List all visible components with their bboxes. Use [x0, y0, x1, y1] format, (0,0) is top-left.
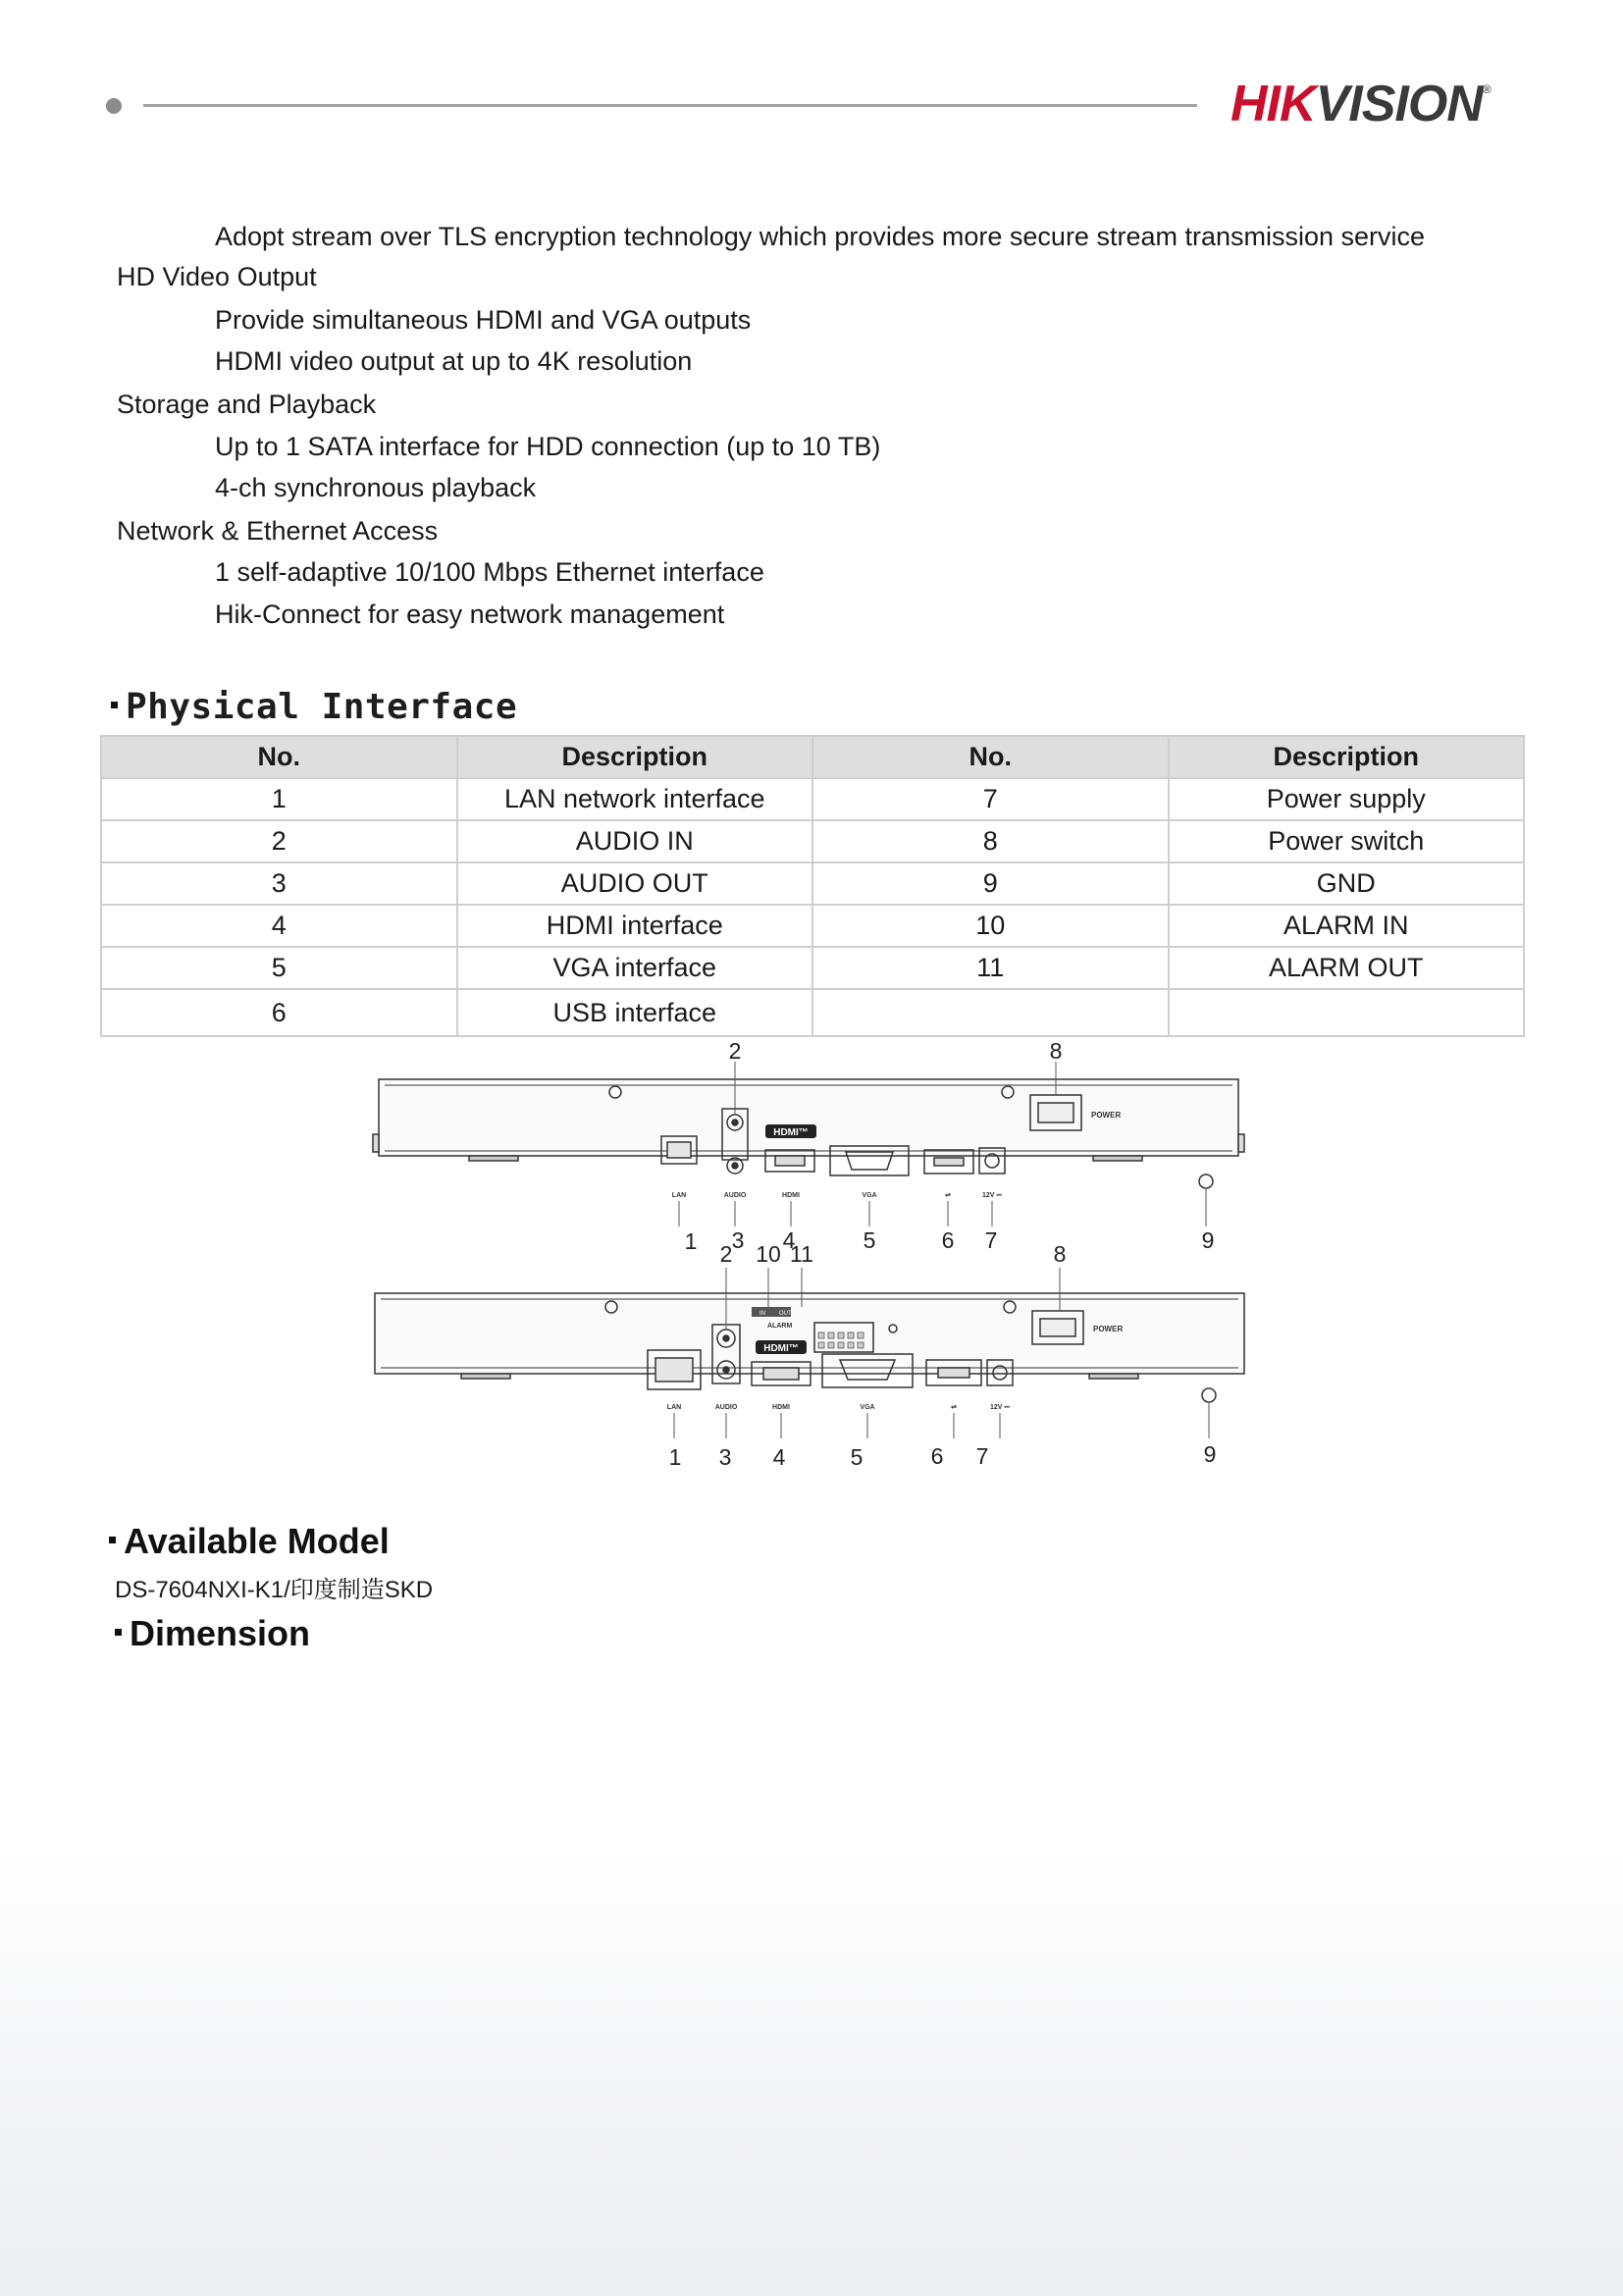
table-row	[101, 947, 1524, 989]
table-cell: 3	[101, 862, 457, 905]
alarm-in-label: IN	[759, 1311, 765, 1317]
table-header-row	[101, 736, 1524, 778]
rubber-foot	[469, 1156, 518, 1161]
section-bullet	[109, 1537, 116, 1543]
rear-panel-top	[373, 1040, 1244, 1254]
table-row	[101, 989, 1524, 1036]
callout-3-top: 3	[731, 1227, 745, 1253]
callout-5-top: 5	[863, 1227, 876, 1253]
feature-heading-network: Network & Ethernet Access	[117, 516, 439, 546]
side-tab	[1238, 1134, 1244, 1152]
hikvision-logo: HIKVISION®	[1230, 76, 1491, 132]
table-cell: 10	[812, 905, 1169, 947]
feature-hik-connect: Hik-Connect for easy network management	[215, 600, 725, 629]
hdmi-logo-text: HDMI™	[773, 1127, 809, 1138]
page-background-fade	[0, 1845, 1623, 2296]
table-row	[101, 820, 1524, 862]
feature-ethernet: 1 self-adaptive 10/100 Mbps Ethernet interface	[215, 557, 764, 587]
callout-3-bottom: 3	[718, 1444, 732, 1470]
table-header-cell: No.	[101, 736, 457, 778]
table-cell	[812, 989, 1169, 1036]
table-cell: ALARM IN	[1169, 905, 1525, 947]
table-cell: 11	[812, 947, 1169, 989]
feature-heading-storage: Storage and Playback	[117, 390, 377, 419]
gnd-screw-top	[1199, 1174, 1213, 1188]
audio-label-top: AUDIO	[723, 1192, 747, 1199]
table-cell: USB interface	[457, 989, 813, 1036]
feature-sata: Up to 1 SATA interface for HDD connection (up to 10 TB)	[215, 432, 881, 461]
section-bullet	[111, 702, 118, 708]
physical-interface-table	[100, 735, 1525, 1037]
callout-8-top: 8	[1049, 1040, 1063, 1064]
callout-9-top: 9	[1201, 1227, 1215, 1253]
table-cell: 7	[812, 778, 1169, 820]
power-v-label-top: 12V ⎓	[982, 1192, 1002, 1199]
callout-4-bottom: 4	[772, 1444, 786, 1470]
table-cell: 6	[101, 989, 457, 1036]
section-title-physical-interface: Physical Interface	[111, 687, 517, 727]
section-bullet	[115, 1629, 122, 1636]
callout-7-top: 7	[984, 1227, 998, 1253]
table-cell: VGA interface	[457, 947, 813, 989]
audio-label-bottom: AUDIO	[714, 1404, 738, 1411]
feature-heading-video-output: HD Video Output	[117, 262, 317, 291]
table-cell: 4	[101, 905, 457, 947]
callout-6-bottom: 6	[930, 1443, 944, 1469]
callout-6-top: 6	[941, 1227, 955, 1253]
feature-tls: Adopt stream over TLS encryption technology which provides more secure stream transmission service	[215, 222, 1426, 251]
callout-7-bottom: 7	[975, 1443, 989, 1469]
callout-2-bottom: 2	[719, 1241, 733, 1267]
alarm-out-label: OUT	[779, 1311, 792, 1317]
table-header-cell: Description	[1169, 736, 1525, 778]
feature-hdmi-vga: Provide simultaneous HDMI and VGA outputs	[215, 305, 752, 335]
table-cell: 9	[812, 862, 1169, 905]
rubber-foot	[461, 1374, 510, 1379]
rear-panel-diagram	[363, 1040, 1266, 1491]
hdmi-logo-text: HDMI™	[763, 1343, 799, 1354]
header-bullet-dot	[106, 98, 122, 114]
feature-4k: HDMI video output at up to 4K resolution	[215, 346, 693, 376]
rear-panel-bottom	[375, 1241, 1244, 1470]
power-v-label-bottom: 12V ⎓	[990, 1404, 1010, 1411]
usb-label-top: ⇌	[945, 1192, 951, 1199]
table-cell: AUDIO IN	[457, 820, 813, 862]
table-cell: 2	[101, 820, 457, 862]
usb-label-bottom: ⇌	[951, 1404, 957, 1411]
table-cell: LAN network interface	[457, 778, 813, 820]
model-number: DS-7604NXI-K1/印度制造SKD	[115, 1577, 434, 1603]
callout-10-bottom: 10	[756, 1241, 781, 1267]
vga-label-bottom: VGA	[860, 1404, 875, 1411]
table-row	[101, 778, 1524, 820]
rubber-foot	[1093, 1156, 1142, 1161]
table-header-cell: Description	[457, 736, 813, 778]
table-cell: 8	[812, 820, 1169, 862]
table-cell: GND	[1169, 862, 1525, 905]
table-cell: 1	[101, 778, 457, 820]
table-cell: Power supply	[1169, 778, 1525, 820]
table-cell: AUDIO OUT	[457, 862, 813, 905]
vga-label-top: VGA	[862, 1192, 877, 1199]
section-title-dimension: Dimension	[115, 1613, 310, 1654]
hdmi-label-top: HDMI	[782, 1192, 800, 1199]
table-row	[101, 905, 1524, 947]
table-header-cell: No.	[812, 736, 1169, 778]
feature-playback: 4-ch synchronous playback	[215, 473, 537, 502]
callout-1-bottom: 1	[668, 1444, 682, 1470]
lan-label-bottom: LAN	[666, 1404, 682, 1411]
rubber-foot	[1089, 1374, 1138, 1379]
table-cell	[1169, 989, 1525, 1036]
callout-5-bottom: 5	[850, 1444, 864, 1470]
callout-11-bottom: 11	[790, 1241, 813, 1267]
gnd-screw-bottom	[1202, 1388, 1216, 1402]
callout-9-bottom: 9	[1203, 1441, 1217, 1467]
power-label-top: POWER	[1091, 1111, 1122, 1120]
callout-4-top: 4	[782, 1227, 796, 1253]
table-row	[101, 862, 1524, 905]
header-rule	[143, 104, 1197, 107]
table-cell: 5	[101, 947, 457, 989]
hdmi-label-bottom: HDMI	[772, 1404, 790, 1411]
table-cell: ALARM OUT	[1169, 947, 1525, 989]
callout-8-bottom: 8	[1053, 1241, 1067, 1267]
power-label-bottom: POWER	[1093, 1325, 1124, 1333]
table-cell: Power switch	[1169, 820, 1525, 862]
callout-2-top: 2	[728, 1040, 742, 1064]
lan-label-top: LAN	[671, 1192, 687, 1199]
callout-1-top: 1	[684, 1228, 698, 1254]
side-tab	[373, 1134, 379, 1152]
section-title-available-model: Available Model	[109, 1521, 390, 1562]
table-cell: HDMI interface	[457, 905, 813, 947]
alarm-label: ALARM	[767, 1323, 793, 1330]
